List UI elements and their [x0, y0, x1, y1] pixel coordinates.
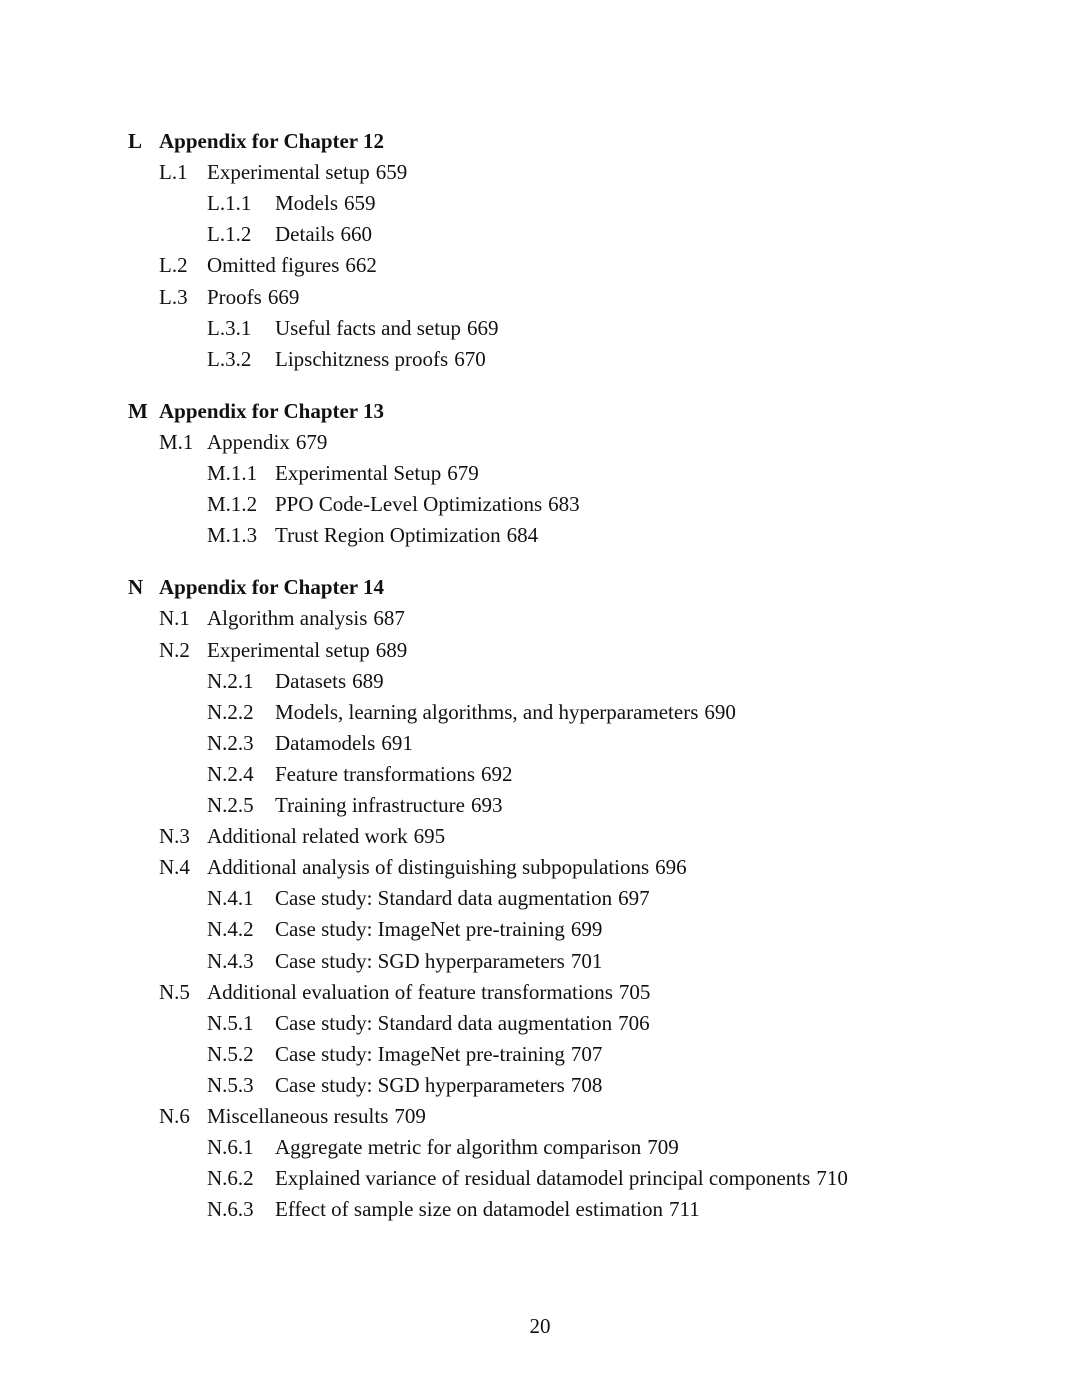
- section-number: N.1: [159, 606, 190, 631]
- chapter-title: Appendix for Chapter 12: [159, 129, 385, 153]
- section-number: L.2: [159, 253, 188, 278]
- section-page-number: 662: [345, 253, 377, 278]
- chapter-letter: N: [128, 575, 144, 600]
- subsection-number: N.2.4: [207, 761, 254, 786]
- subsection-number: L.3.1: [207, 315, 252, 340]
- section-number: N.4: [159, 855, 190, 880]
- subsection-page-number: 691: [381, 730, 413, 755]
- subsection-number: N.5.3: [207, 1072, 254, 1097]
- section-title: Miscellaneous results: [207, 1104, 389, 1128]
- section-page-number: 687: [373, 606, 405, 631]
- subsection-number: L.3.2: [207, 346, 252, 371]
- subsection-title: Datasets: [275, 668, 347, 693]
- section-page-number: 679: [295, 429, 328, 454]
- section-page-number: 696: [655, 855, 687, 880]
- subsection-number: N.6.2: [207, 1166, 254, 1191]
- chapter-title: Appendix for Chapter 14: [159, 575, 385, 600]
- subsection-number: N.4.2: [207, 917, 254, 942]
- section-page-number: 669: [267, 284, 300, 309]
- subsection-page-number: 693: [470, 793, 503, 817]
- subsection-title: Case study: ImageNet pre-training: [275, 917, 565, 942]
- subsection-page-number: 697: [618, 886, 650, 911]
- subsection-number: M.1.3: [207, 523, 258, 548]
- section-title: Additional analysis of distinguishing subpopulations: [207, 855, 650, 880]
- subsection-number: N.6.1: [207, 1135, 254, 1160]
- subsection-page-number: 670: [454, 346, 486, 371]
- section-title: Appendix: [207, 429, 290, 454]
- section-page-number: 709: [394, 1104, 426, 1128]
- section-title: Additional evaluation of feature transformations: [207, 979, 613, 1004]
- chapter-letter: L: [128, 129, 143, 153]
- subsection-title: Case study: SGD hyperparameters: [275, 1072, 565, 1097]
- subsection-number: N.4.3: [207, 948, 254, 973]
- subsection-page-number: 707: [570, 1041, 603, 1066]
- chapter-title: Appendix for Chapter 13: [159, 398, 385, 423]
- subsection-number: N.5.2: [207, 1041, 254, 1066]
- section-title: Experimental setup: [207, 637, 370, 662]
- section-number: N.2: [159, 637, 190, 662]
- subsection-page-number: 710: [816, 1166, 848, 1191]
- chapter-letter: M: [128, 398, 148, 423]
- subsection-number: N.6.3: [207, 1197, 254, 1222]
- subsection-number: N.5.1: [207, 1010, 254, 1035]
- subsection-page-number: 669: [467, 315, 499, 340]
- subsection-number: L.1.2: [207, 222, 252, 247]
- page-number: 20: [529, 1314, 551, 1338]
- section-title: Proofs: [207, 284, 262, 309]
- subsection-title: Models, learning algorithms, and hyperparameters: [275, 699, 699, 724]
- section-page-number: 705: [618, 979, 651, 1004]
- section-number: L.1: [159, 160, 188, 185]
- subsection-page-number: 701: [570, 948, 603, 973]
- section-title: Experimental setup: [207, 160, 370, 185]
- subsection-page-number: 690: [704, 699, 736, 724]
- subsection-page-number: 706: [618, 1010, 650, 1035]
- section-page-number: 695: [413, 824, 446, 849]
- subsection-page-number: 708: [570, 1072, 603, 1097]
- subsection-page-number: 709: [647, 1135, 679, 1160]
- section-title: Additional related work: [207, 824, 408, 849]
- section-number: N.3: [159, 824, 190, 849]
- subsection-number: N.2.1: [207, 668, 254, 693]
- subsection-page-number: 692: [481, 761, 513, 786]
- subsection-title: Lipschitzness proofs: [275, 346, 449, 371]
- subsection-page-number: 660: [340, 222, 372, 247]
- subsection-page-number: 659: [344, 191, 376, 216]
- subsection-number: N.4.1: [207, 886, 254, 911]
- subsection-title: Models: [275, 191, 338, 216]
- subsection-page-number: 711: [669, 1197, 700, 1222]
- section-number: N.6: [159, 1104, 190, 1128]
- subsection-title: Effect of sample size on datamodel estimation: [275, 1197, 663, 1222]
- subsection-page-number: 689: [352, 668, 384, 693]
- subsection-title: PPO Code-Level Optimizations: [275, 492, 543, 517]
- subsection-title: Case study: SGD hyperparameters: [275, 948, 565, 973]
- subsection-title: Feature transformations: [275, 761, 476, 786]
- subsection-page-number: 699: [570, 917, 603, 942]
- subsection-title: Trust Region Optimization: [275, 523, 501, 548]
- section-number: L.3: [159, 284, 188, 309]
- subsection-number: M.1.2: [207, 492, 258, 517]
- subsection-page-number: 684: [506, 523, 539, 548]
- subsection-title: Case study: ImageNet pre-training: [275, 1041, 565, 1066]
- section-page-number: 659: [375, 160, 408, 185]
- subsection-title: Training infrastructure: [275, 793, 465, 817]
- section-title: Algorithm analysis: [207, 606, 368, 631]
- subsection-number: N.2.2: [207, 699, 254, 724]
- section-number: M.1: [159, 429, 194, 454]
- subsection-page-number: 683: [548, 492, 580, 517]
- subsection-title: Explained variance of residual datamodel principal components: [275, 1166, 811, 1191]
- subsection-number: M.1.1: [207, 461, 258, 485]
- subsection-number: N.2.3: [207, 730, 254, 755]
- subsection-number: N.2.5: [207, 793, 254, 817]
- subsection-title: Useful facts and setup: [275, 315, 462, 340]
- subsection-number: L.1.1: [207, 191, 252, 216]
- section-page-number: 689: [375, 637, 408, 662]
- section-title: Omitted figures: [207, 253, 340, 278]
- subsection-title: Case study: Standard data augmentation: [275, 1010, 613, 1035]
- subsection-title: Details: [275, 222, 335, 247]
- subsection-title: Experimental Setup: [275, 461, 442, 485]
- subsection-title: Aggregate metric for algorithm comparison: [275, 1135, 642, 1160]
- subsection-title: Datamodels: [275, 730, 376, 755]
- subsection-title: Case study: Standard data augmentation: [275, 886, 613, 911]
- subsection-page-number: 679: [447, 461, 479, 485]
- section-number: N.5: [159, 979, 190, 1004]
